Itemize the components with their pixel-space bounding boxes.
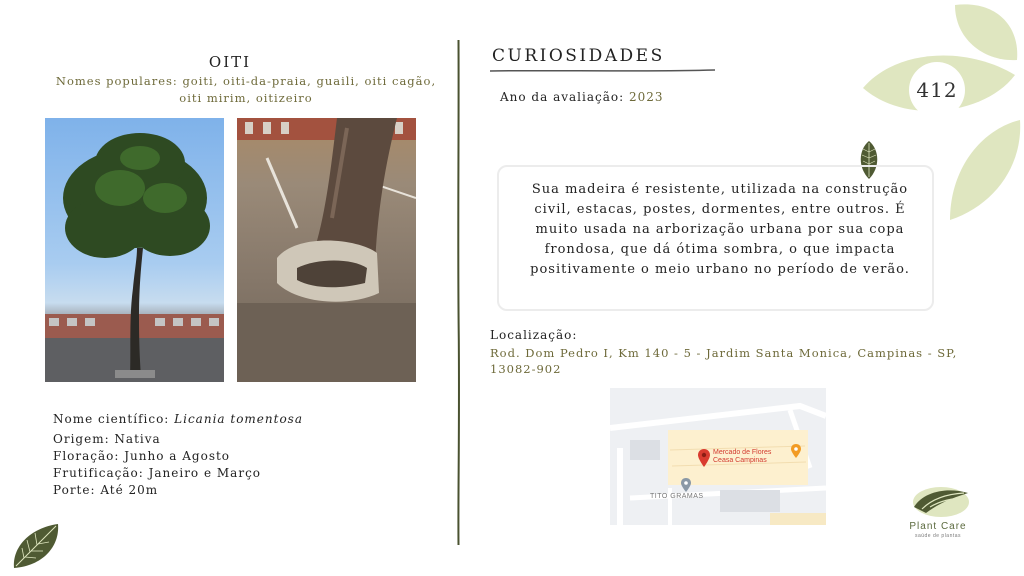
badge-number: 412 (916, 78, 958, 102)
popular-names: Nomes populares: goiti, oiti-da-praia, guaili, oiti cagão, oiti mirim, oitizeiro (55, 74, 437, 105)
map-secondary-label: TITO GRAMAS (650, 493, 704, 500)
size: Porte: Até 20m (53, 483, 159, 497)
scientific-name-row (53, 411, 303, 428)
map-pin-line2: Ceasa Campinas (713, 457, 767, 464)
location-label: Localização: (490, 328, 578, 342)
leaf-bottom-left-icon (10, 522, 62, 570)
trunk-photo (237, 118, 416, 382)
tree-photo (45, 118, 224, 382)
scientific-name: Licania tomentosa (174, 412, 303, 426)
map-pin-label (713, 449, 771, 465)
title-underline (490, 68, 715, 74)
brand-name: Plant Care (909, 521, 967, 532)
plant-info (53, 411, 303, 499)
evaluation-year (500, 90, 664, 104)
leaf-top-icon (955, 4, 1017, 60)
map-poi-orange-icon (791, 444, 801, 458)
plant-title: OITI (208, 53, 252, 71)
year-label: Ano da avaliação: (500, 90, 629, 104)
leaf-bottom-icon (950, 120, 1020, 220)
map-poi-gray-icon (681, 478, 691, 492)
brand-tagline: saúde de plantas (914, 533, 962, 539)
location-address: Rod. Dom Pedro I, Km 140 - 5 - Jardim Santa Monica, Campinas - SP, 13082-902 (490, 346, 958, 376)
curiosities-title: CURIOSIDADES (492, 46, 665, 66)
plant-care-logo-icon (912, 485, 970, 519)
origin: Origem: Nativa (53, 432, 161, 446)
curiosity-text: Sua madeira é resistente, utilizada na construção civil, estacas, postes, dormentes, entre outros. É muito usada na arborização urbana por sua copa frondosa, que dá ótima sombra, o que impacta positivamente o meio urbano no período de verão. (530, 182, 910, 277)
map-pin-line1: Mercado de Flores (713, 449, 772, 456)
flowering: Floração: Junho a Agosto (53, 449, 231, 463)
vertical-divider (457, 40, 460, 545)
fruiting: Frutificação: Janeiro e Março (53, 466, 262, 480)
year-value: 2023 (628, 90, 664, 104)
scientific-name-label: Nome científico: (53, 412, 175, 426)
map-pin-icon[interactable] (698, 449, 710, 467)
